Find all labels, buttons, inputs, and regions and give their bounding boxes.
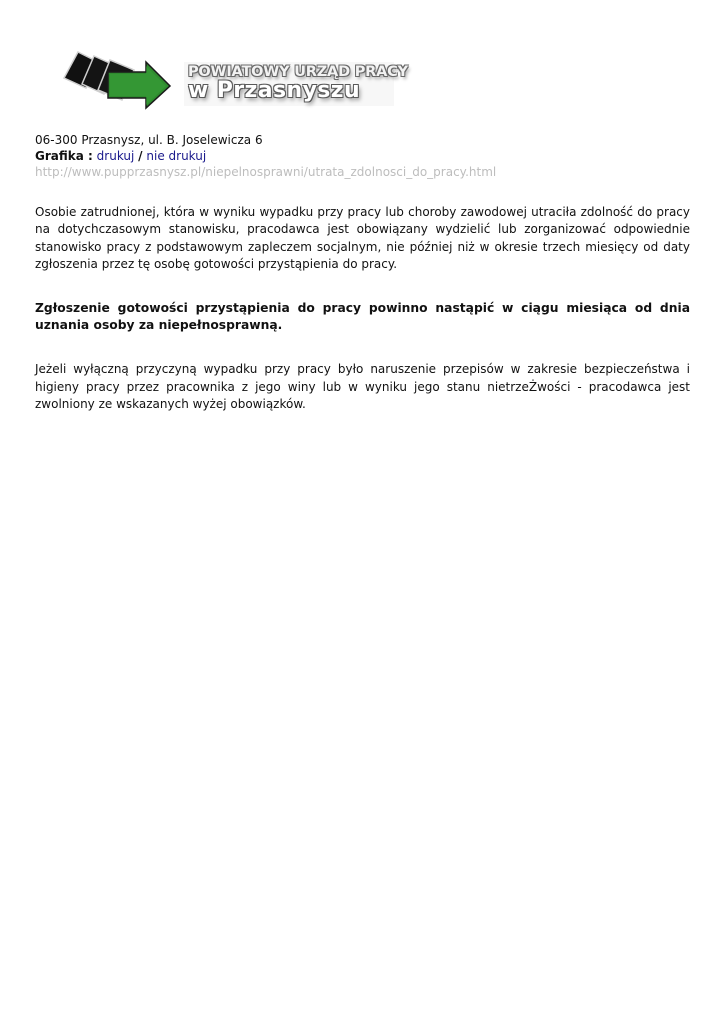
- grafika-label: Grafika :: [35, 149, 93, 163]
- logo-title-line1: POWIATOWY URZĄD PRACY: [188, 64, 408, 80]
- link-separator: /: [138, 149, 143, 163]
- print-link[interactable]: drukuj: [96, 149, 135, 163]
- header-info: [35, 132, 496, 180]
- main-content: [35, 204, 690, 414]
- paragraph-1: Osobie zatrudnionej, która w wyniku wypadku przy pracy lub choroby zawodowej utraciła zdolność do pracy na dotychczasowym stanowisku, pracodawca jest obowiązany wydzielić lub zorganizować odpowiednie stanowisko pracy z podstawowym zapleczem socjalnym, nie później niż w okresie trzech miesięcy od daty zgłoszenia przez tę osobę gotowości przystąpienia do pracy.: [35, 205, 690, 272]
- no-print-link[interactable]: nie drukuj: [146, 149, 207, 163]
- page-url: http://www.pupprzasnysz.pl/niepelnosprawni/utrata_zdolnosci_do_pracy.html: [35, 165, 497, 179]
- logo: [60, 48, 408, 112]
- logo-title-line2: w Przasnyszu: [188, 78, 361, 103]
- paragraph-2-bold: Zgłoszenie gotowości przystąpienia do pracy powinno nastąpić w ciągu miesiąca od dnia uznania osoby za niepełnosprawną.: [35, 300, 690, 333]
- paragraph-3: Jeżeli wyłączną przyczyną wypadku przy pracy było naruszenie przepisów w zakresie bezpieczeństwa i higieny pracy przez pracownika z jego winy lub w wyniku jego stanu nietrzeŻwości - pracodawca jest zwolniony ze wskazanych wyżej obowiązków.: [35, 362, 690, 412]
- grafika-row: [35, 148, 496, 164]
- address: 06-300 Przasnysz, ul. B. Joselewicza 6: [35, 133, 263, 147]
